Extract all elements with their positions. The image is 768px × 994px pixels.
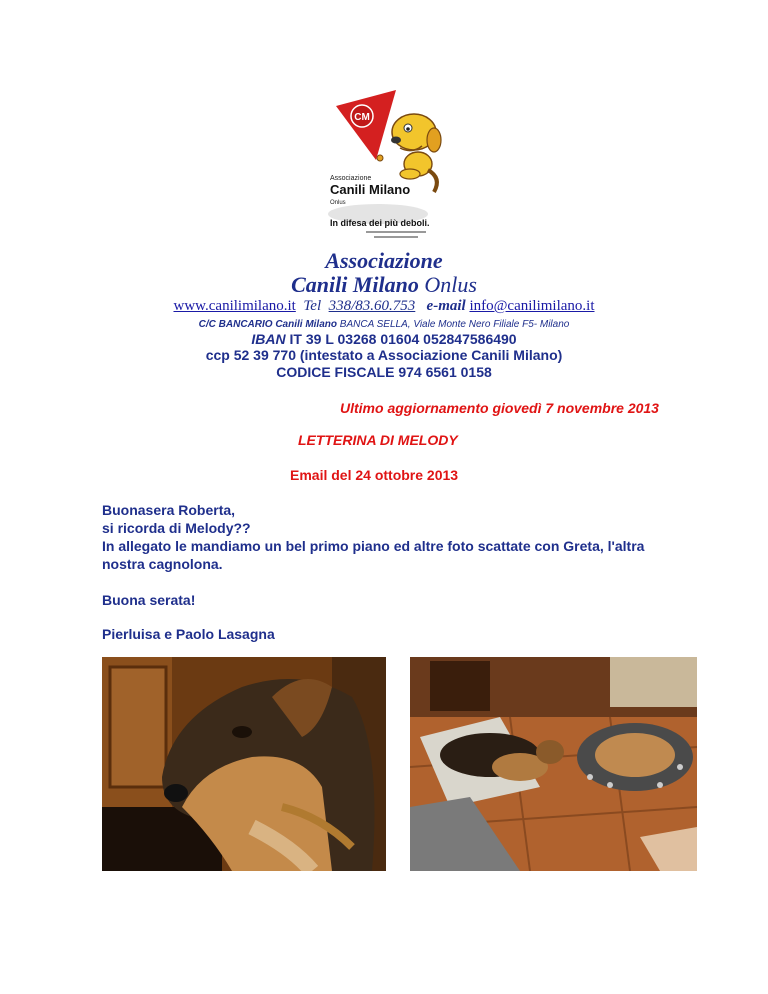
codice-fiscale-line: CODICE FISCALE 974 6561 0158 — [276, 364, 492, 380]
email-date: Email del 24 ottobre 2013 — [290, 467, 459, 483]
website-link[interactable]: www.canilimilano.it — [173, 298, 296, 314]
message-closing: Buona serata! — [102, 592, 196, 608]
logo-flag-text: CM — [354, 112, 370, 123]
logo-line2: Canili Milano — [330, 182, 411, 197]
association-name: Associazione — [325, 248, 443, 273]
ccp-line: ccp 52 39 770 (intestato a Associazione Canili Milano) — [205, 347, 563, 363]
logo-line3: Onlus — [330, 200, 346, 206]
logo-tagline: In difesa dei più deboli. — [330, 218, 430, 228]
association-subtitle — [0, 272, 768, 298]
iban-line — [0, 331, 768, 347]
cc-label: C/C BANCARIO Canili Milano — [198, 319, 337, 330]
iban-value: IT 39 L 03268 01604 052847586490 — [289, 331, 517, 347]
tel-label: Tel — [303, 298, 322, 314]
iban-label: IBAN — [251, 331, 286, 347]
message-greeting: Buonasera Roberta, — [102, 502, 236, 518]
message-line4: nostra cagnolona. — [102, 556, 223, 572]
contact-line — [0, 298, 768, 315]
photo-melody-closeup — [102, 657, 386, 871]
last-updated: Ultimo aggiornamento giovedì 7 novembre 2013 — [340, 400, 659, 416]
message-line3: In allegato le mandiamo un bel primo piano ed altre foto scattate con Greta, l'altra — [102, 538, 645, 554]
message-signature: Pierluisa e Paolo Lasagna — [102, 626, 275, 642]
letter-title: LETTERINA DI MELODY — [298, 432, 458, 448]
association-onlus: Onlus — [424, 272, 477, 297]
association-canili-milano: Canili Milano — [291, 272, 419, 297]
email-link[interactable]: info@canilimilano.it — [469, 298, 595, 314]
cc-detail: BANCA SELLA, Viale Monte Nero Filiale F5- Milano — [339, 319, 570, 330]
email-label: e-mail — [426, 298, 466, 314]
tel-number[interactable]: 338/83.60.753 — [328, 298, 416, 314]
logo-line1: Associazione — [330, 175, 372, 182]
association-logo — [318, 88, 450, 246]
photo-melody-and-greta — [410, 657, 697, 871]
message-line2: si ricorda di Melody?? — [102, 520, 251, 536]
bank-account-line — [0, 319, 768, 330]
